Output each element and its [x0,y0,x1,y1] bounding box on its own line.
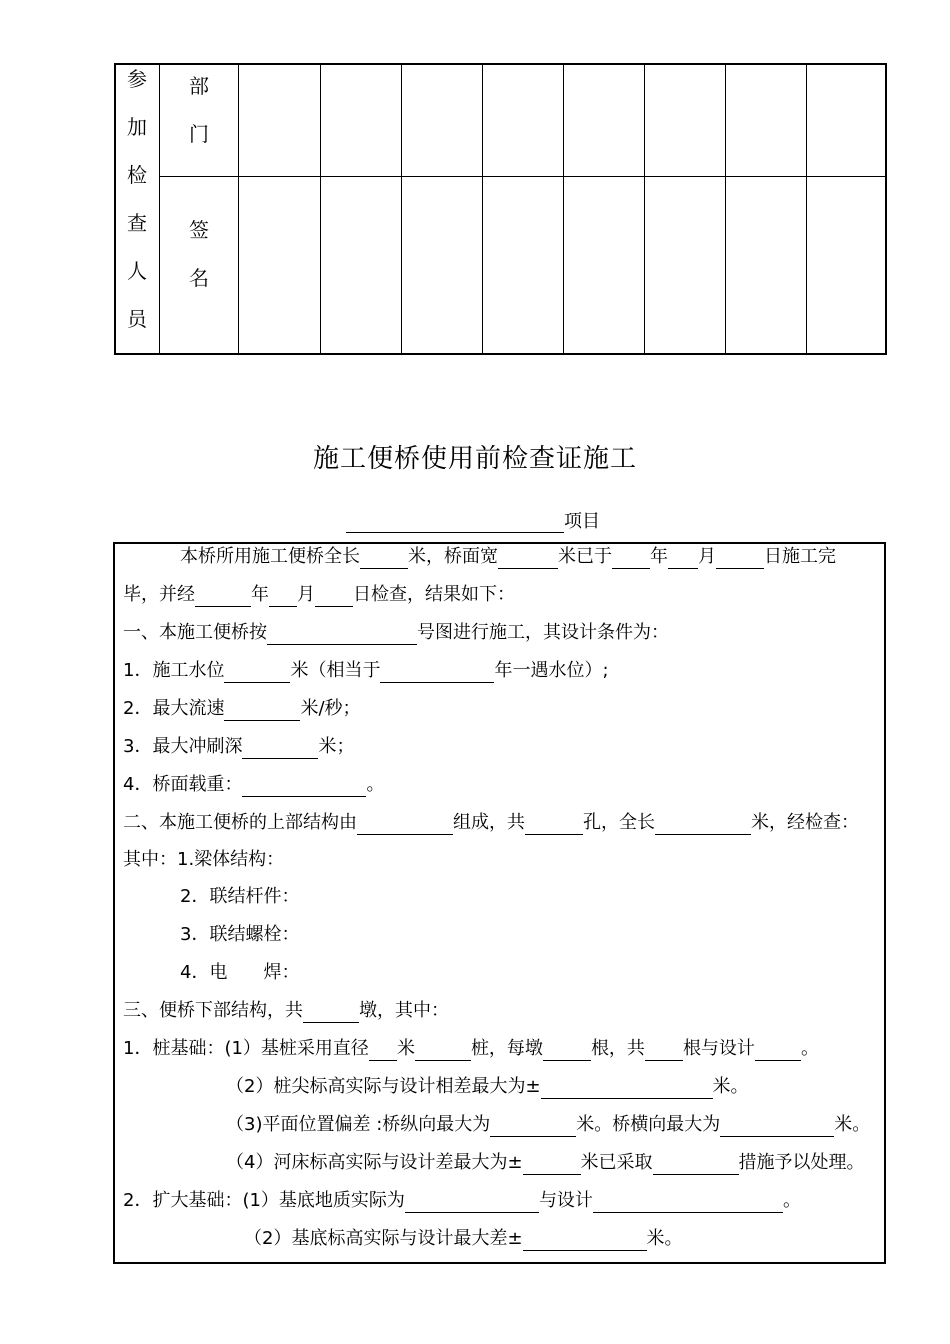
table-divider [401,65,402,353]
department-label [179,62,219,158]
table-divider [806,65,807,353]
project-suffix: 项目 [564,511,600,532]
form-line-13: 三、便桥下部结构，共 墩，其中： [123,1000,449,1021]
table-divider [238,65,239,353]
foundation-level-diff-blank[interactable] [523,1228,647,1251]
table-divider [563,65,564,353]
label-char: 名 [189,266,209,290]
length-blank[interactable] [360,546,408,569]
project-name-blank[interactable] [346,511,564,533]
label-char: 人 [127,259,147,283]
label-char: 查 [127,211,147,235]
table-divider [482,65,483,353]
form-line-14: 1．桩基础：(1）基桩采用直径 米 桩，每墩 根，共 根与设计 。 [123,1038,819,1059]
span-count-blank[interactable] [525,812,583,835]
label-char: 门 [189,122,209,146]
inspectors-table [114,63,887,355]
signature-label [179,206,219,302]
table-divider [159,176,885,177]
form-line-18: 2．扩大基础：(1）基底地质实际为 与设计 。 [123,1190,801,1211]
check-day-blank[interactable] [315,584,353,607]
form-line-12: 4．电 焊： [180,962,300,983]
water-level-blank[interactable] [224,660,290,683]
deck-load-blank[interactable] [242,774,366,797]
table-divider [159,65,160,353]
label-char: 员 [127,307,147,331]
month-blank[interactable] [668,546,698,569]
measures-blank[interactable] [653,1152,739,1175]
pier-count-blank[interactable] [303,1000,359,1023]
form-line-17: （4）河床标高实际与设计差最大为± 米已采取 措施予以处理。 [226,1152,865,1173]
form-line-8: 二、本施工便桥的上部结构由 组成，共 孔，全长 米，经检查： [123,812,859,833]
superstructure-blank[interactable] [357,812,453,835]
total-length-blank[interactable] [655,812,751,835]
table-divider [320,65,321,353]
form-line-5: 2．最大流速 米/秒； [123,698,361,719]
form-line-15: （2）桩尖标高实际与设计相差最大为± 米。 [226,1076,749,1097]
label-char: 部 [189,74,209,98]
flow-speed-blank[interactable] [224,698,300,721]
year-blank[interactable] [612,546,650,569]
riverbed-diff-blank[interactable] [523,1152,581,1175]
label-char: 加 [127,115,147,139]
table-divider [725,65,726,353]
page-title: 施工便桥使用前检查证施工 [312,444,637,474]
inspectors-label [117,55,157,343]
form-line-16: （3)平面位置偏差 :桥纵向最大为 米。桥横向最大为 米。 [226,1114,871,1135]
check-month-blank[interactable] [269,584,297,607]
return-period-blank[interactable] [380,660,494,683]
scour-depth-blank[interactable] [242,736,318,759]
drawing-number-blank[interactable] [267,622,417,645]
width-blank[interactable] [498,546,558,569]
form-line-1: 本桥所用施工便桥全长 米，桥面宽 米已于 年 月 日施工完 [180,546,836,567]
form-line-3: 一、本施工便桥按 号图进行施工，其设计条件为： [123,622,669,643]
transverse-deviation-blank[interactable] [720,1114,834,1137]
table-divider [644,65,645,353]
form-line-4: 1．施工水位 米（相当于 年一遇水位）; [123,660,609,681]
label-char: 签 [189,218,209,242]
pile-tip-diff-blank[interactable] [541,1076,713,1099]
label-char: 检 [127,163,147,187]
total-piles-blank[interactable] [645,1038,683,1061]
foundation-geology-blank[interactable] [405,1190,539,1213]
form-line-9: 其中：1.梁体结构： [123,849,285,870]
project-line [346,507,600,533]
form-line-10: 2．联结杆件： [180,886,300,907]
pile-type-blank[interactable] [415,1038,471,1061]
pile-diameter-blank[interactable] [369,1038,397,1061]
design-compare-blank[interactable] [755,1038,801,1061]
form-line-11: 3．联结螺栓： [180,924,300,945]
form-line-2: 毕，并经 年 月 日检查，结果如下： [123,584,515,605]
geology-compare-blank[interactable] [593,1190,783,1213]
piles-per-pier-blank[interactable] [543,1038,591,1061]
form-line-7: 4．桥面载重： 。 [123,774,385,795]
form-line-6: 3．最大冲刷深 米； [123,736,355,757]
form-line-19: （2）基底标高实际与设计最大差± 米。 [244,1228,683,1249]
day-blank[interactable] [716,546,764,569]
label-char: 参 [127,67,147,91]
check-year-blank[interactable] [195,584,251,607]
longitudinal-deviation-blank[interactable] [490,1114,576,1137]
